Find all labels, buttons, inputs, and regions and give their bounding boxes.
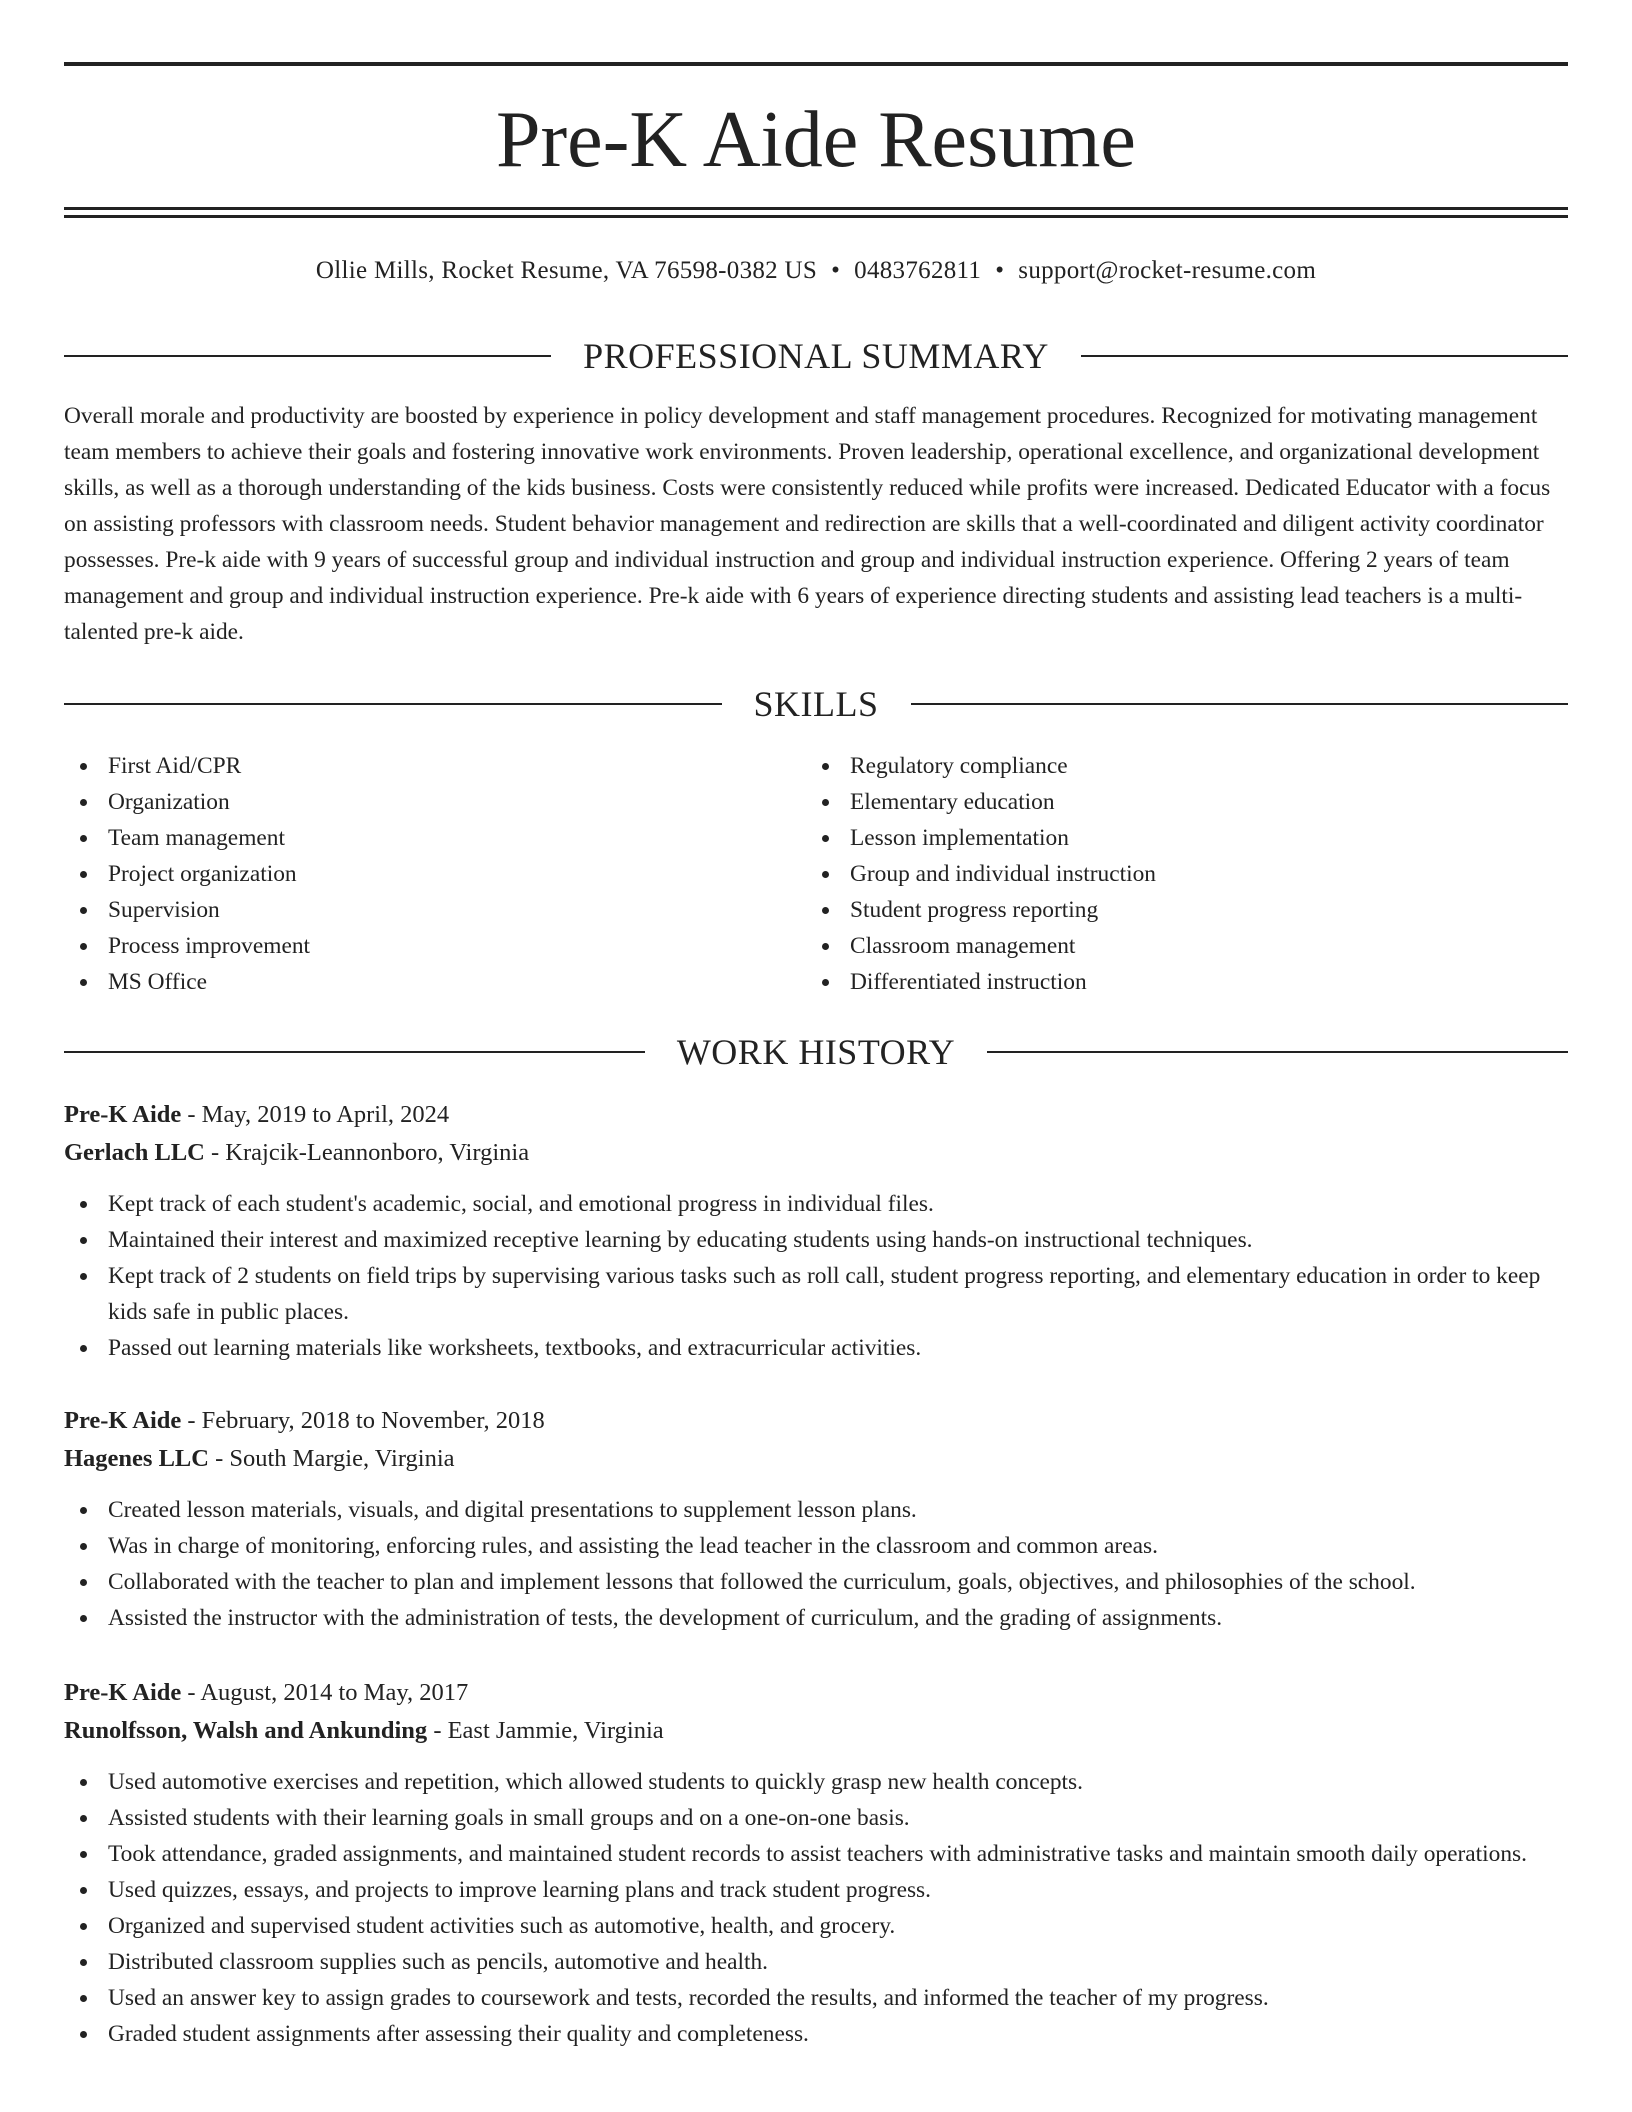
skill-item: Supervision — [64, 892, 806, 928]
job-title-row — [64, 1674, 1568, 1712]
job-dates: - February, 2018 to November, 2018 — [181, 1407, 545, 1434]
skills-column-left — [64, 748, 806, 1000]
skill-item: Differentiated instruction — [806, 964, 1548, 1000]
job-location: - Krajcik-Leannonboro, Virginia — [204, 1139, 530, 1166]
skill-item: First Aid/CPR — [64, 748, 806, 784]
skill-item: Organization — [64, 784, 806, 820]
job-entry — [64, 1674, 1568, 2052]
header-bottom-rule-second — [64, 215, 1568, 218]
job-duty: Kept track of 2 students on field trips by supervising various tasks such as roll call, student progress reporting, and elementary education in order to keep kids safe in public places. — [64, 1258, 1568, 1330]
contact-separator: • — [995, 257, 1005, 284]
job-title-row — [64, 1402, 1568, 1440]
skill-item: Regulatory compliance — [806, 748, 1548, 784]
job-duty: Took attendance, graded assignments, and maintained student records to assist teachers with administrative tasks and maintain smooth daily operations. — [64, 1836, 1568, 1872]
skills-column-right — [806, 748, 1548, 1000]
job-location: - South Margie, Virginia — [208, 1445, 455, 1472]
job-duty: Assisted the instructor with the administration of tests, the development of curriculum, and the grading of assignments. — [64, 1600, 1568, 1636]
skill-item: Project organization — [64, 856, 806, 892]
job-duty: Was in charge of monitoring, enforcing rules, and assisting the lead teacher in the classroom and common areas. — [64, 1528, 1568, 1564]
skills-list — [64, 748, 1568, 1000]
job-duty: Kept track of each student's academic, social, and emotional progress in individual files. — [64, 1186, 1568, 1222]
contact-line — [64, 254, 1568, 288]
job-company-row — [64, 1134, 1568, 1172]
job-duty: Created lesson materials, visuals, and digital presentations to supplement lesson plans. — [64, 1492, 1568, 1528]
job-dates: - August, 2014 to May, 2017 — [181, 1679, 469, 1706]
job-duty: Assisted students with their learning goals in small groups and on a one-on-one basis. — [64, 1800, 1568, 1836]
job-title: Pre-K Aide — [64, 1407, 182, 1434]
heading-rule-right — [987, 1051, 1568, 1053]
work-history-heading — [64, 1030, 1568, 1074]
skill-item: Team management — [64, 820, 806, 856]
work-history-heading-label: WORK HISTORY — [676, 1032, 956, 1072]
contact-email: support@rocket-resume.com — [1018, 257, 1317, 284]
job-duties — [64, 1764, 1568, 2052]
contact-phone: 0483762811 — [854, 257, 982, 284]
job-title: Pre-K Aide — [64, 1101, 182, 1128]
heading-rule-right — [1081, 355, 1568, 357]
job-duties — [64, 1492, 1568, 1636]
job-company: Hagenes LLC — [64, 1445, 209, 1472]
contact-address: Ollie Mills, Rocket Resume, VA 76598-0382 US — [315, 257, 818, 284]
job-title: Pre-K Aide — [64, 1679, 182, 1706]
job-duty: Used an answer key to assign grades to coursework and tests, recorded the results, and informed the teacher of my progress. — [64, 1980, 1568, 2016]
skill-item: Lesson implementation — [806, 820, 1548, 856]
header-bottom-rule — [64, 207, 1568, 210]
job-location: - East Jammie, Virginia — [427, 1717, 664, 1744]
job-entry — [64, 1096, 1568, 1366]
heading-rule-left — [64, 1051, 645, 1053]
job-duty: Collaborated with the teacher to plan and implement lessons that followed the curriculum, goals, objectives, and philosophies of the school. — [64, 1564, 1568, 1600]
job-company-row — [64, 1712, 1568, 1750]
job-duties — [64, 1186, 1568, 1366]
summary-heading-label: PROFESSIONAL SUMMARY — [583, 336, 1049, 376]
job-duty: Graded student assignments after assessing their quality and completeness. — [64, 2016, 1568, 2052]
summary-heading — [64, 334, 1568, 378]
job-duty: Used automotive exercises and repetition, which allowed students to quickly grasp new health concepts. — [64, 1764, 1568, 1800]
job-company: Gerlach LLC — [64, 1139, 205, 1166]
job-duty: Organized and supervised student activities such as automotive, health, and grocery. — [64, 1908, 1568, 1944]
job-entry — [64, 1402, 1568, 1636]
contact-separator: • — [831, 257, 841, 284]
job-dates: - May, 2019 to April, 2024 — [181, 1101, 450, 1128]
heading-rule-right — [911, 703, 1569, 705]
job-duty: Passed out learning materials like worksheets, textbooks, and extracurricular activities. — [64, 1330, 1568, 1366]
professional-summary: Overall morale and productivity are boosted by experience in policy development and staff management procedures. Recognized for motivating management team members to achieve their goals and fostering innovative work environments. Proven leadership, operational excellence, and organizational development skills, as well as a thorough understanding of the kids business. Costs were consistently reduced while profits were increased. Dedicated Educator with a focus on assisting professors with classroom needs. Student behavior management and redirection are skills that a well-coordinated and diligent activity coordinator possesses. Pre-k aide with 9 years of successful group and individual instruction and group and individual instruction experience. Offering 2 years of team management and group and individual instruction experience. Pre-k aide with 6 years of experience directing students and assisting lead teachers is a multi-talented pre-k aide. — [64, 403, 1551, 645]
job-company: Runolfsson, Walsh and Ankunding — [64, 1717, 428, 1744]
job-title-row — [64, 1096, 1568, 1134]
heading-rule-left — [64, 355, 551, 357]
job-duty: Maintained their interest and maximized receptive learning by educating students using hands-on instructional techniques. — [64, 1222, 1568, 1258]
skill-item: Classroom management — [806, 928, 1548, 964]
skill-item: Group and individual instruction — [806, 856, 1548, 892]
heading-rule-left — [64, 703, 722, 705]
job-company-row — [64, 1440, 1568, 1478]
skill-item: Process improvement — [64, 928, 806, 964]
skills-heading — [64, 682, 1568, 726]
page-title: Pre-K Aide Resume — [496, 96, 1136, 184]
skill-item: MS Office — [64, 964, 806, 1000]
skills-heading-label: SKILLS — [753, 684, 879, 724]
header-top-rule — [64, 62, 1568, 66]
job-duty: Used quizzes, essays, and projects to improve learning plans and track student progress. — [64, 1872, 1568, 1908]
skill-item: Student progress reporting — [806, 892, 1548, 928]
job-duty: Distributed classroom supplies such as pencils, automotive and health. — [64, 1944, 1568, 1980]
skill-item: Elementary education — [806, 784, 1548, 820]
